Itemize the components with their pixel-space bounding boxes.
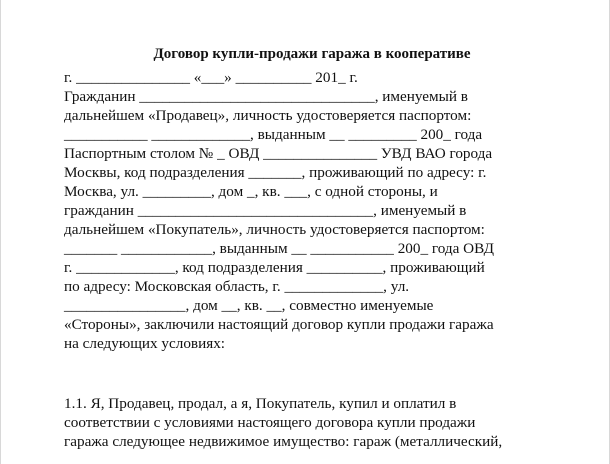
text-line: г. _____________, код подразделения __________, проживающий — [64, 259, 485, 276]
text-line: по адресу: Московская область, г. _____________, ул. — [64, 278, 410, 295]
text-line: дальнейшем «Продавец», личность удостоверяется паспортом: — [64, 107, 472, 124]
text-line: _______ ____________, выданным __ ___________ 200_ года ОВД — [64, 240, 495, 257]
text-line: Москва, ул. _________, дом _, кв. ___, с одной стороны, и — [64, 183, 438, 200]
text-line: гражданин _______________________________, именуемый в — [64, 202, 467, 219]
document-title: Договор купли-продажи гаража в кооперативе — [153, 46, 471, 62]
text-line: «Стороны», заключили настоящий договор купли продажи гаража — [64, 316, 494, 333]
text-line: Гражданин _______________________________, именуемый в — [64, 88, 468, 105]
clause-line: гаража следующее недвижимое имущество: гараж (металлический, — [64, 433, 503, 450]
text-line: Москвы, код подразделения _______, проживающий по адресу: г. — [64, 164, 487, 181]
text-line: г. _______________ «___» __________ 201_ г. — [64, 69, 358, 86]
clause-line: соответствии с условиями настоящего договора купли продажи — [64, 414, 476, 431]
text-line: Паспортным столом № _ ОВД _______________ УВД ВАО города — [64, 145, 493, 162]
clause-line: 1.1. Я, Продавец, продал, а я, Покупатель, купил и оплатил в — [64, 395, 457, 412]
text-line: ___________ _____________, выданным __ _________ 200_ года — [64, 126, 483, 143]
text-line: ________________, дом __, кв. __, совместно именуемые — [64, 297, 434, 314]
text-line: дальнейшем «Покупатель», личность удостоверяется паспортом: — [64, 221, 485, 238]
text-line: на следующих условиях: — [64, 335, 226, 352]
